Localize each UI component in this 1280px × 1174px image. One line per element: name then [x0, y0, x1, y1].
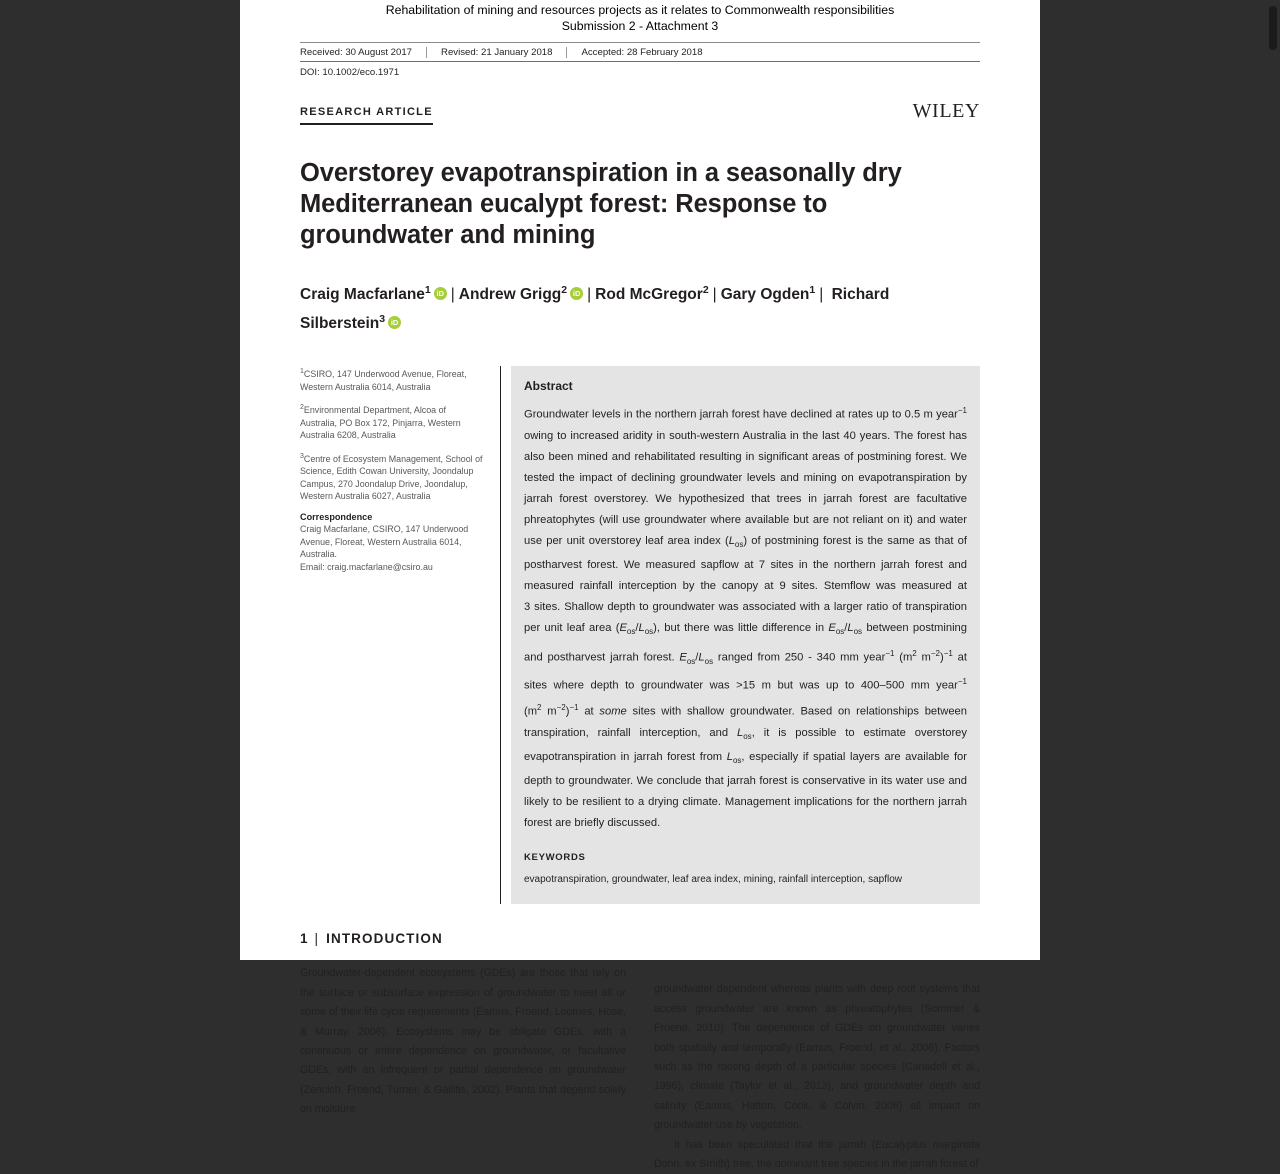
- orcid-icon[interactable]: [570, 287, 583, 300]
- body-column-left: [300, 931, 626, 1174]
- author-name: Andrew Grigg: [458, 286, 562, 304]
- affiliation-marker: 1: [300, 368, 304, 376]
- author-item[interactable]: [300, 286, 447, 303]
- author-separator: |: [450, 286, 455, 304]
- author-affil-marker: 1: [424, 284, 431, 296]
- author-item[interactable]: [459, 286, 583, 303]
- affiliation-item: [300, 366, 484, 393]
- intro-paragraph-2: groundwater dependent whereas plants with deep root systems that access groundwater are known as phreatophytes (Sommer & Froend, 2010). The dependence of GDEs on groundwater varies both spatially and temporally (Eamus, Froend, et al., 2006). Factors such as the rooting depth of a particular species (Canadell et al., 1996), climate (Taylor et al., 2013), and groundwater depth and salinity (Eamus, Hatton, Cook, & Colvin, 2006) all impact on groundwater use by vegetation.: [654, 983, 980, 1132]
- document-page: [240, 0, 1040, 1171]
- keywords-list: evapotranspiration, groundwater, leaf area index, mining, rainfall interception, sapflow: [524, 874, 902, 886]
- wiley-logo: WILEY: [912, 100, 980, 122]
- vertical-divider: [500, 366, 501, 904]
- page-title: Overstorey evapotranspiration in a seasonally dry Mediterranean eucalypt forest: Response to groundwater and mining: [300, 159, 902, 249]
- revised-date: Revised: 21 January 2018: [426, 47, 566, 58]
- doi-line[interactable]: DOI: 10.1002/eco.1971: [300, 67, 400, 78]
- affiliation-text: Environmental Department, Alcoa of Australia, PO Box 172, Pinjarra, Western Australia 6208, Australia: [300, 405, 461, 441]
- vertical-scrollbar[interactable]: [1266, 0, 1280, 960]
- section-title: INTRODUCTION: [326, 931, 443, 947]
- meta-abstract-block: [300, 366, 980, 904]
- abstract-body: Groundwater levels in the northern jarrah forest have declined at rates up to 0.5 m year$^{-1}$ owing to increased aridity in south-western Australia in the last 40 years. The forest has also been mined and rehabilitated resulting in significant areas of postmining forest. We tested the impact of declining groundwater levels and mining on evapotranspiration by jarrah forest overstorey. We hypothesized that trees in jarrah forest are facultative phreatophytes (will use groundwater where available but are not reliant on it) and water use per unit overstorey leaf area index $(L_{os})$ of postmining forest is the same as that of postharvest forest. We measured sapflow at 7 sites in the northern jarrah forest and measured rainfall interception by the canopy at 9 sites. Stemflow was measured at 3 sites. Shallow depth to groundwater was associated with a larger ratio of transpiration per unit leaf area $(E_{os}/L_{os})$, but there was little difference in $E_{os}/L_{os}$ between postmining and postharvest jarrah forest. $E_{os}/L_{os}$ ranged from 250 - 340 mm year$^{-1}$ ($m^2$ $m^{-2})^{-1}$ at sites where depth to groundwater was >15 m but was up to 400–500 mm year$^{-1}$ ($m^2$ $m^{-2})^{-1}$ at some sites with shallow groundwater. Based on relationships between transpiration, rainfall interception, and $L_{os}$, it is possible to estimate overstorey evapotranspiration in jarrah forest from $L_{os}$, especially if spatial layers are available for depth to groundwater. We conclude that jarrah forest is conservative in its water use and likely to be resilient to a drying climate. Management implications for the northern jarrah forest are briefly discussed.: [524, 406, 968, 830]
- accepted-date: Accepted: 28 February 2018: [566, 47, 716, 58]
- body-column-right: [654, 931, 980, 1174]
- author-affil-marker: 3: [379, 313, 386, 326]
- author-separator: |: [712, 286, 717, 304]
- affiliation-marker: 3: [300, 452, 304, 460]
- section-heading-introduction: [300, 931, 626, 946]
- keywords-heading: KEYWORDS: [524, 852, 586, 864]
- affiliations-column: [300, 366, 500, 574]
- affiliation-text: Centre of Ecosystem Management, School of Science, Edith Cowan University, Joondalup Campus, 270 Joondalup Drive, Joondalup, Western Australia 6027, Australia: [300, 453, 483, 502]
- author-separator: |: [587, 286, 592, 304]
- dates-row: [300, 43, 980, 62]
- scrollbar-thumb[interactable]: [1269, 6, 1277, 50]
- masthead-bar: [300, 100, 980, 125]
- affiliation-item: [300, 402, 484, 441]
- author-list: [300, 278, 900, 336]
- orcid-icon[interactable]: [434, 287, 447, 300]
- abstract-wrapper: [500, 366, 980, 904]
- submission-header-line1: Rehabilitation of mining and resources projects as it relates to Commonwealth responsibilities: [385, 3, 895, 17]
- article-type-label: RESEARCH ARTICLE: [300, 106, 433, 125]
- abstract-heading: Abstract: [524, 379, 573, 394]
- correspondence-heading: Correspondence: [300, 511, 373, 522]
- author-name: Craig Macfarlane: [300, 286, 425, 304]
- author-name: Gary Ogden: [720, 286, 810, 304]
- correspondence-email[interactable]: Email: craig.macfarlane@csiro.au: [300, 562, 433, 573]
- author-name: Rod McGregor: [595, 286, 703, 304]
- author-affil-marker: 2: [702, 284, 709, 296]
- author-item[interactable]: [721, 286, 816, 303]
- intro-paragraph-3: It has been speculated that the jarrah (Eucalyptus marginata Donn. ex Smith) tree, the dominant tree species in the jarrah forest of: [654, 1138, 980, 1171]
- author-affil-marker: 2: [561, 284, 568, 296]
- affiliation-item: [300, 451, 484, 503]
- author-separator: |: [819, 286, 824, 304]
- received-date: Received: 30 August 2017: [300, 47, 413, 58]
- affiliation-marker: 2: [300, 404, 304, 412]
- affiliation-text: CSIRO, 147 Underwood Avenue, Floreat, Western Australia 6014, Australia: [300, 369, 467, 392]
- orcid-icon[interactable]: [388, 316, 401, 329]
- section-number: 1: [300, 931, 308, 947]
- submission-header-line2: Submission 2 - Attachment 3: [561, 19, 719, 33]
- body-columns: [300, 931, 980, 1174]
- author-item[interactable]: [595, 286, 709, 303]
- correspondence-body: Craig Macfarlane, CSIRO, 147 Underwood Avenue, Floreat, Western Australia 6014, Australia.: [300, 523, 469, 560]
- submission-header: [300, 0, 980, 34]
- author-affil-marker: 1: [809, 284, 816, 296]
- author-name: Richard Silberstein: [300, 286, 890, 333]
- column-spacer: [654, 931, 980, 980]
- intro-paragraph-1: Groundwater-dependent ecosystems (GDEs) are those that rely on the surface or subsurface expression of groundwater to meet all or some of their life cycle requirements (Eamus, Froend, Loomes, Hose, & Murray, 2006). Ecosystems may be obligate GDEs, with a continuous or entire dependence on groundwater, or facultative GDEs, with an infrequent or partial dependence on groundwater (Zencich, Froend, Turner, & Gailitis, 2002). Plants that depend solely on moisture: [300, 967, 626, 1116]
- abstract-box: [511, 366, 980, 904]
- section-separator: |: [314, 931, 320, 947]
